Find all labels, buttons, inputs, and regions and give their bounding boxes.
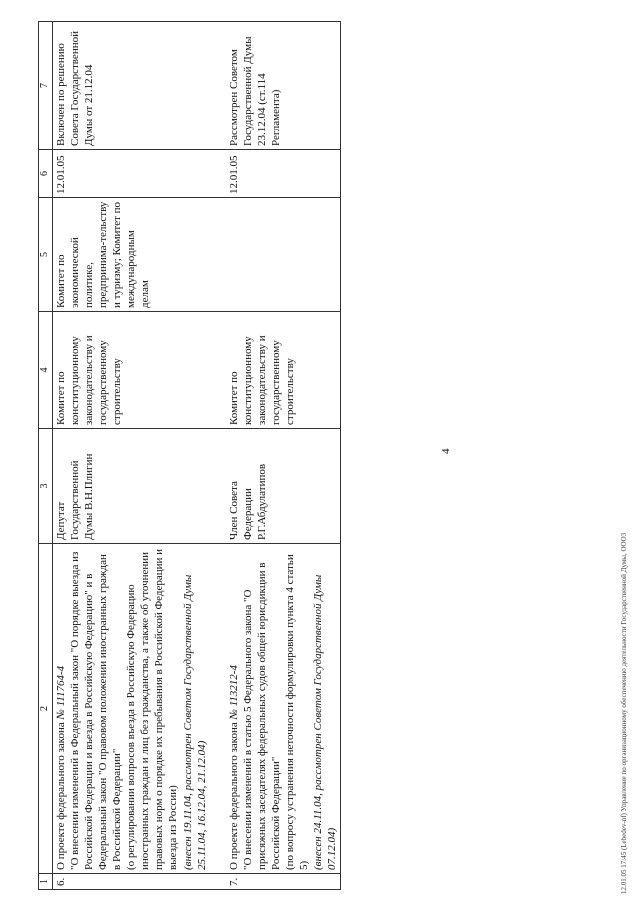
- date-cell: 12.01.05: [52, 150, 209, 198]
- project-title: О проекте федерального закона: [54, 722, 67, 870]
- co-committees-cell: [226, 198, 341, 312]
- row-number: 7.: [226, 874, 341, 890]
- project-text: "О внесении изменений в статью 5 Федерального закона "О присяжных заседателях федеральных судов общей юрисдикции в Российской Федерации": [241, 562, 282, 870]
- table-row: [52, 22, 209, 890]
- col-header: 3: [39, 429, 53, 544]
- project-cell: [52, 544, 209, 874]
- row-number: 6.: [52, 874, 209, 890]
- col-header: 6: [39, 150, 53, 198]
- committee-cell: Комитет по конституционному законодательству и государственному строительству: [52, 312, 209, 429]
- print-footer: 12.01.05 17:45 (Lebedev-nf) Управление по организационному обеспечению деятельности Государственной Думы, ООО3: [620, 532, 628, 894]
- table-row: [226, 22, 341, 890]
- committee-cell: Комитет по конституционному законодательству и государственному строительству: [226, 312, 341, 429]
- decision-cell: Рассмотрен Советом Государственной Думы 23.12.04 (ст.114 Регламента): [226, 22, 341, 150]
- col-header: 4: [39, 312, 53, 429]
- col-header: 5: [39, 198, 53, 312]
- col-header: 1: [39, 874, 53, 890]
- project-meta: (внесен 24.11.04, рассмотрен Советом Государственной Думы 07.12.04): [312, 574, 339, 870]
- co-committees-cell: Комитет по экономической политике, предпринима-тельству и туризму; Комитет по международным делам: [52, 198, 209, 312]
- project-number: № 113212-4: [227, 665, 240, 720]
- row-spacer: [210, 22, 226, 890]
- page-number: 4: [440, 448, 452, 454]
- project-note: (о регулировании вопросов въезда в Российскую Федерацию иностранных граждан и лиц без гражданства, а также об уточнении правовых норм о порядке их пребывания в Российской Федерации и выезда из России): [125, 548, 180, 870]
- project-note: (по вопросу устранения неточности формулировки пункта 4 статьи 5): [283, 554, 311, 870]
- project-meta: (внесен 19.11.04, рассмотрен Советом Государственной Думы 25.11.04, 16.12.04, 21.12.04): [181, 574, 208, 870]
- date-cell: 12.01.05: [226, 150, 341, 198]
- project-cell: [226, 544, 341, 874]
- col-header: 2: [39, 544, 53, 874]
- header-row: [39, 22, 53, 890]
- project-number: № 111764-4: [54, 665, 67, 720]
- project-title: О проекте федерального закона: [227, 722, 240, 870]
- decision-cell: Включен по решению Совета Государственной Думы от 21.12.04: [52, 22, 209, 150]
- initiator-cell: Депутат Государственной Думы В.Н.Плигин: [52, 429, 209, 544]
- project-text: "О внесении изменений в Федеральный закон "О порядке выезда из Российской Федерации и въезда в Российскую Федерацию" и в Федеральный закон "О правовом положении иностранных граждан в Российской Федерации": [68, 551, 124, 870]
- agenda-table: [38, 21, 341, 890]
- initiator-cell: Член Совета Федерации Р.Г.Абдулатипов: [226, 429, 341, 544]
- col-header: 7: [39, 22, 53, 150]
